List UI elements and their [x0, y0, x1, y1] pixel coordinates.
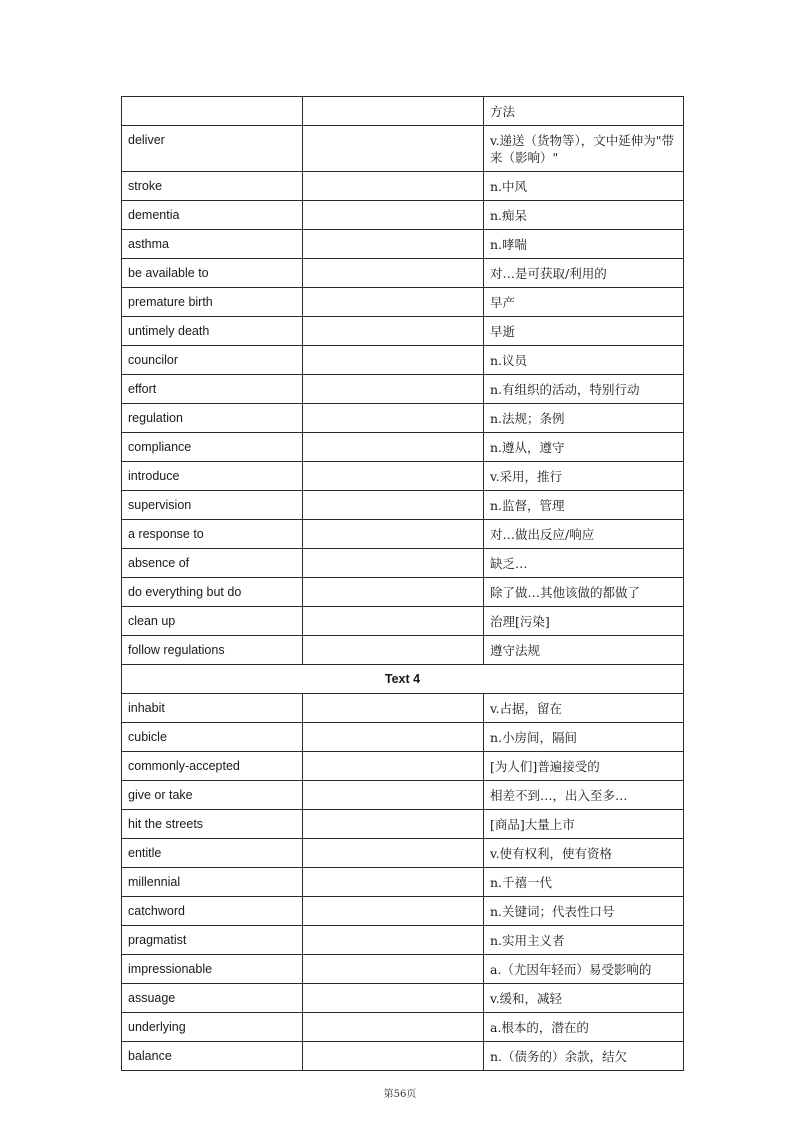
note-cell: [303, 126, 484, 172]
meaning-cell: n.千禧一代: [484, 868, 684, 897]
table-row: [122, 955, 684, 984]
term-cell: inhabit: [122, 694, 303, 723]
term-cell: absence of: [122, 549, 303, 578]
vocabulary-table: [121, 96, 684, 1071]
meaning-cell: n.中风: [484, 172, 684, 201]
table-row: [122, 491, 684, 520]
note-cell: [303, 288, 484, 317]
meaning-cell: n.哮喘: [484, 230, 684, 259]
term-cell: stroke: [122, 172, 303, 201]
term-cell: introduce: [122, 462, 303, 491]
term-cell: underlying: [122, 1013, 303, 1042]
term-cell: impressionable: [122, 955, 303, 984]
term-cell: a response to: [122, 520, 303, 549]
meaning-cell: n.监督，管理: [484, 491, 684, 520]
meaning-cell: [为人们]普遍接受的: [484, 752, 684, 781]
note-cell: [303, 955, 484, 984]
meaning-cell: n.痴呆: [484, 201, 684, 230]
table-row: [122, 549, 684, 578]
table-row: [122, 1042, 684, 1071]
page-number: 第56页: [383, 1089, 417, 1100]
meaning-cell: n.遵从，遵守: [484, 433, 684, 462]
term-cell: do everything but do: [122, 578, 303, 607]
meaning-cell: 缺乏…: [484, 549, 684, 578]
note-cell: [303, 723, 484, 752]
note-cell: [303, 433, 484, 462]
section-heading-row: [122, 665, 684, 694]
table-row: [122, 868, 684, 897]
section-heading: Text 4: [122, 665, 684, 694]
table-row: [122, 317, 684, 346]
term-cell: millennial: [122, 868, 303, 897]
note-cell: [303, 317, 484, 346]
meaning-cell: v.使有权利，使有资格: [484, 839, 684, 868]
note-cell: [303, 868, 484, 897]
meaning-cell: n.有组织的活动，特别行动: [484, 375, 684, 404]
note-cell: [303, 607, 484, 636]
table-row: [122, 201, 684, 230]
table-row: [122, 462, 684, 491]
term-cell: premature birth: [122, 288, 303, 317]
meaning-cell: n.议员: [484, 346, 684, 375]
note-cell: [303, 201, 484, 230]
note-cell: [303, 172, 484, 201]
note-cell: [303, 520, 484, 549]
note-cell: [303, 694, 484, 723]
term-cell: dementia: [122, 201, 303, 230]
table-row: [122, 230, 684, 259]
term-cell: commonly-accepted: [122, 752, 303, 781]
table-row: [122, 126, 684, 172]
table-row: [122, 433, 684, 462]
table-row: [122, 607, 684, 636]
meaning-cell: n.关键词；代表性口号: [484, 897, 684, 926]
note-cell: [303, 404, 484, 433]
table-row: [122, 578, 684, 607]
note-cell: [303, 926, 484, 955]
term-cell: assuage: [122, 984, 303, 1013]
term-cell: entitle: [122, 839, 303, 868]
note-cell: [303, 578, 484, 607]
term-cell: compliance: [122, 433, 303, 462]
meaning-cell: 早逝: [484, 317, 684, 346]
term-cell: balance: [122, 1042, 303, 1071]
table-row: [122, 781, 684, 810]
table-row: [122, 723, 684, 752]
meaning-cell: a.（尤因年轻而）易受影响的: [484, 955, 684, 984]
table-row: [122, 897, 684, 926]
table-row: [122, 810, 684, 839]
meaning-cell: [商品]大量上市: [484, 810, 684, 839]
meaning-cell: a.根本的，潜在的: [484, 1013, 684, 1042]
meaning-cell: v.采用，推行: [484, 462, 684, 491]
term-cell: supervision: [122, 491, 303, 520]
table-row: [122, 97, 684, 126]
term-cell: untimely death: [122, 317, 303, 346]
table-row: [122, 259, 684, 288]
term-cell: deliver: [122, 126, 303, 172]
table-row: [122, 288, 684, 317]
note-cell: [303, 375, 484, 404]
vocabulary-table-body: [122, 97, 684, 1071]
note-cell: [303, 462, 484, 491]
note-cell: [303, 839, 484, 868]
term-cell: pragmatist: [122, 926, 303, 955]
term-cell: be available to: [122, 259, 303, 288]
term-cell: follow regulations: [122, 636, 303, 665]
table-row: [122, 694, 684, 723]
meaning-cell: 对…是可获取/利用的: [484, 259, 684, 288]
term-cell: clean up: [122, 607, 303, 636]
table-row: [122, 752, 684, 781]
term-cell: hit the streets: [122, 810, 303, 839]
meaning-cell: v.递送（货物等），文中延伸为"带来（影响）": [484, 126, 684, 172]
term-cell: regulation: [122, 404, 303, 433]
table-row: [122, 346, 684, 375]
note-cell: [303, 346, 484, 375]
table-row: [122, 172, 684, 201]
meaning-cell: n.（债务的）余款，结欠: [484, 1042, 684, 1071]
table-row: [122, 636, 684, 665]
meaning-cell: n.小房间，隔间: [484, 723, 684, 752]
meaning-cell: 遵守法规: [484, 636, 684, 665]
table-row: [122, 375, 684, 404]
meaning-cell: n.法规；条例: [484, 404, 684, 433]
meaning-cell: 相差不到…，出入至多…: [484, 781, 684, 810]
meaning-cell: 早产: [484, 288, 684, 317]
table-row: [122, 839, 684, 868]
table-row: [122, 926, 684, 955]
note-cell: [303, 1042, 484, 1071]
term-cell: [122, 97, 303, 126]
table-row: [122, 984, 684, 1013]
meaning-cell: n.实用主义者: [484, 926, 684, 955]
table-row: [122, 1013, 684, 1042]
term-cell: give or take: [122, 781, 303, 810]
note-cell: [303, 1013, 484, 1042]
meaning-cell: 治理[污染]: [484, 607, 684, 636]
note-cell: [303, 259, 484, 288]
term-cell: councilor: [122, 346, 303, 375]
table-row: [122, 520, 684, 549]
note-cell: [303, 984, 484, 1013]
meaning-cell: 除了做…其他该做的都做了: [484, 578, 684, 607]
note-cell: [303, 781, 484, 810]
note-cell: [303, 897, 484, 926]
note-cell: [303, 491, 484, 520]
term-cell: catchword: [122, 897, 303, 926]
meaning-cell: 对…做出反应/响应: [484, 520, 684, 549]
meaning-cell: v.缓和，减轻: [484, 984, 684, 1013]
table-row: [122, 404, 684, 433]
term-cell: asthma: [122, 230, 303, 259]
meaning-cell: 方法: [484, 97, 684, 126]
note-cell: [303, 752, 484, 781]
meaning-cell: v.占据，留在: [484, 694, 684, 723]
note-cell: [303, 810, 484, 839]
note-cell: [303, 636, 484, 665]
note-cell: [303, 230, 484, 259]
term-cell: cubicle: [122, 723, 303, 752]
note-cell: [303, 549, 484, 578]
note-cell: [303, 97, 484, 126]
term-cell: effort: [122, 375, 303, 404]
